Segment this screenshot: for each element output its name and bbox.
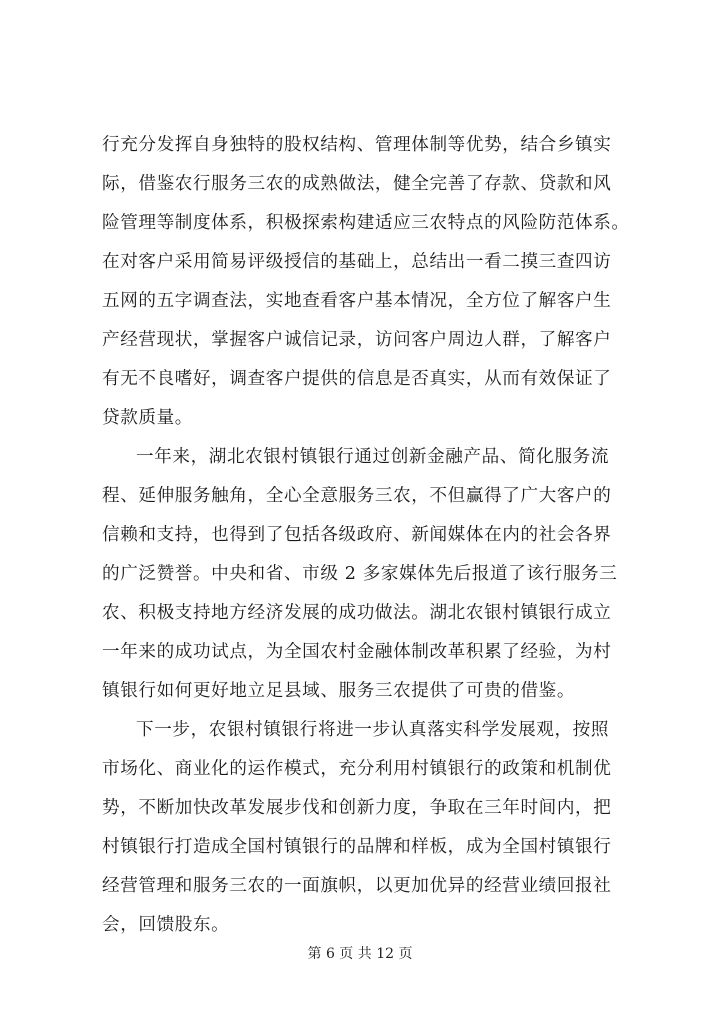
text-line: 贷款质量。	[102, 408, 193, 428]
text-line: 一年来的成功试点，为全国农村金融体制改革积累了经验，为村	[102, 642, 612, 662]
text-line: 产经营现状，掌握客户诚信记录，访问客户周边人群，了解客户	[102, 330, 612, 350]
text-line: 险管理等制度体系，积极探索构建适应三农特点的风险防范体系。	[102, 213, 630, 233]
text-line: 经营管理和服务三农的一面旗帜，以更加优异的经营业绩回报社	[102, 876, 612, 896]
text-line: 信赖和支持，也得到了包括各级政府、新闻媒体在内的社会各界	[102, 525, 612, 545]
text-line: 程、延伸服务触角，全心全意服务三农，不但赢得了广大客户的	[102, 486, 612, 506]
text-line: 五网的五字调查法，实地查看客户基本情况，全方位了解客户生	[102, 291, 612, 311]
text-line: 行充分发挥自身独特的股权结构、管理体制等优势，结合乡镇实	[102, 135, 612, 155]
page-number-footer: 第 6 页 共 12 页	[307, 946, 413, 962]
text-line: 势，不断加快改革发展步伐和创新力度，争取在三年时间内，把	[102, 798, 612, 818]
text-line: 市场化、商业化的运作模式，充分利用村镇银行的政策和机制优	[102, 759, 612, 779]
text-line: 镇银行如何更好地立足县域、服务三农提供了可贵的借鉴。	[102, 681, 576, 701]
paragraph-start-line: 一年来，湖北农银村镇银行通过创新金融产品、简化服务流	[136, 447, 610, 467]
text-line: 会，回馈股东。	[102, 915, 230, 935]
text-line: 在对客户采用简易评级授信的基础上，总结出一看二摸三查四访	[102, 252, 612, 272]
paragraph-start-line: 下一步，农银村镇银行将进一步认真落实科学发展观，按照	[136, 720, 610, 740]
text-line: 有无不良嗜好，调查客户提供的信息是否真实，从而有效保证了	[102, 369, 612, 389]
text-line: 村镇银行打造成全国村镇银行的品牌和样板，成为全国村镇银行	[102, 837, 612, 857]
text-line: 际，借鉴农行服务三农的成熟做法，健全完善了存款、贷款和风	[102, 174, 612, 194]
text-line: 农、积极支持地方经济发展的成功做法。湖北农银村镇银行成立	[102, 603, 612, 623]
text-line: 的广泛赞誉。中央和省、市级 2 多家媒体先后报道了该行服务三	[102, 564, 618, 584]
